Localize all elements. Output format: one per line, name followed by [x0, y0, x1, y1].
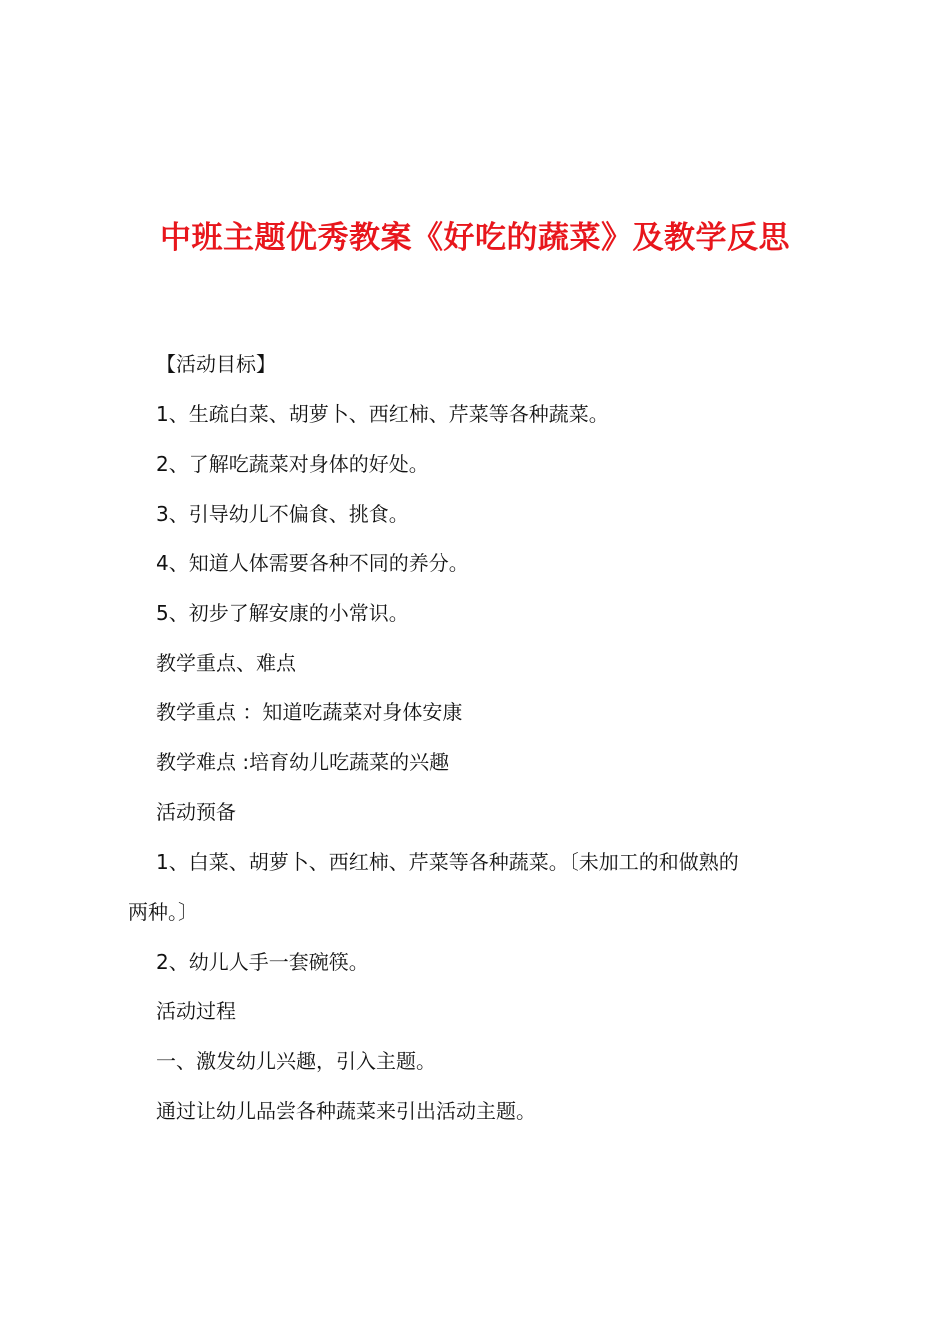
goal-item-3: 3、引导幼儿不偏食、挑食。: [156, 502, 409, 526]
process-step-1-detail: 通过让幼儿品尝各种蔬菜来引出活动主题。: [156, 1099, 536, 1123]
section-heading-preparation: 活动预备: [156, 800, 236, 824]
goal-item-4: 4、知道人体需要各种不同的养分。: [156, 551, 469, 575]
process-step-1: 一、激发幼儿兴趣，引入主题。: [156, 1049, 436, 1073]
section-heading-goals: 【活动目标】: [156, 352, 276, 376]
goal-item-2: 2、了解吃蔬菜对身体的好处。: [156, 452, 429, 476]
document-title: 中班主题优秀教案《好吃的蔬菜》及教学反思: [160, 220, 790, 256]
section-heading-process: 活动过程: [156, 999, 236, 1023]
preparation-item-2: 2、幼儿人手一套碗筷。: [156, 950, 369, 974]
section-heading-key-points: 教学重点、难点: [156, 651, 296, 675]
goal-item-1: 1、生疏白菜、胡萝卜、西红柿、芹菜等各种蔬菜。: [156, 402, 609, 426]
goal-item-5: 5、初步了解安康的小常识。: [156, 601, 409, 625]
preparation-item-1: 1、白菜、胡萝卜、西红柿、芹菜等各种蔬菜。〔未加工的和做熟的: [156, 850, 739, 874]
preparation-item-1-continued: 两种。〕: [128, 900, 198, 924]
difficulty-line: 教学难点 :培育幼儿吃蔬菜的兴趣: [156, 750, 450, 774]
key-point-line: 教学重点 ：知道吃蔬菜对身体安康: [156, 700, 463, 724]
